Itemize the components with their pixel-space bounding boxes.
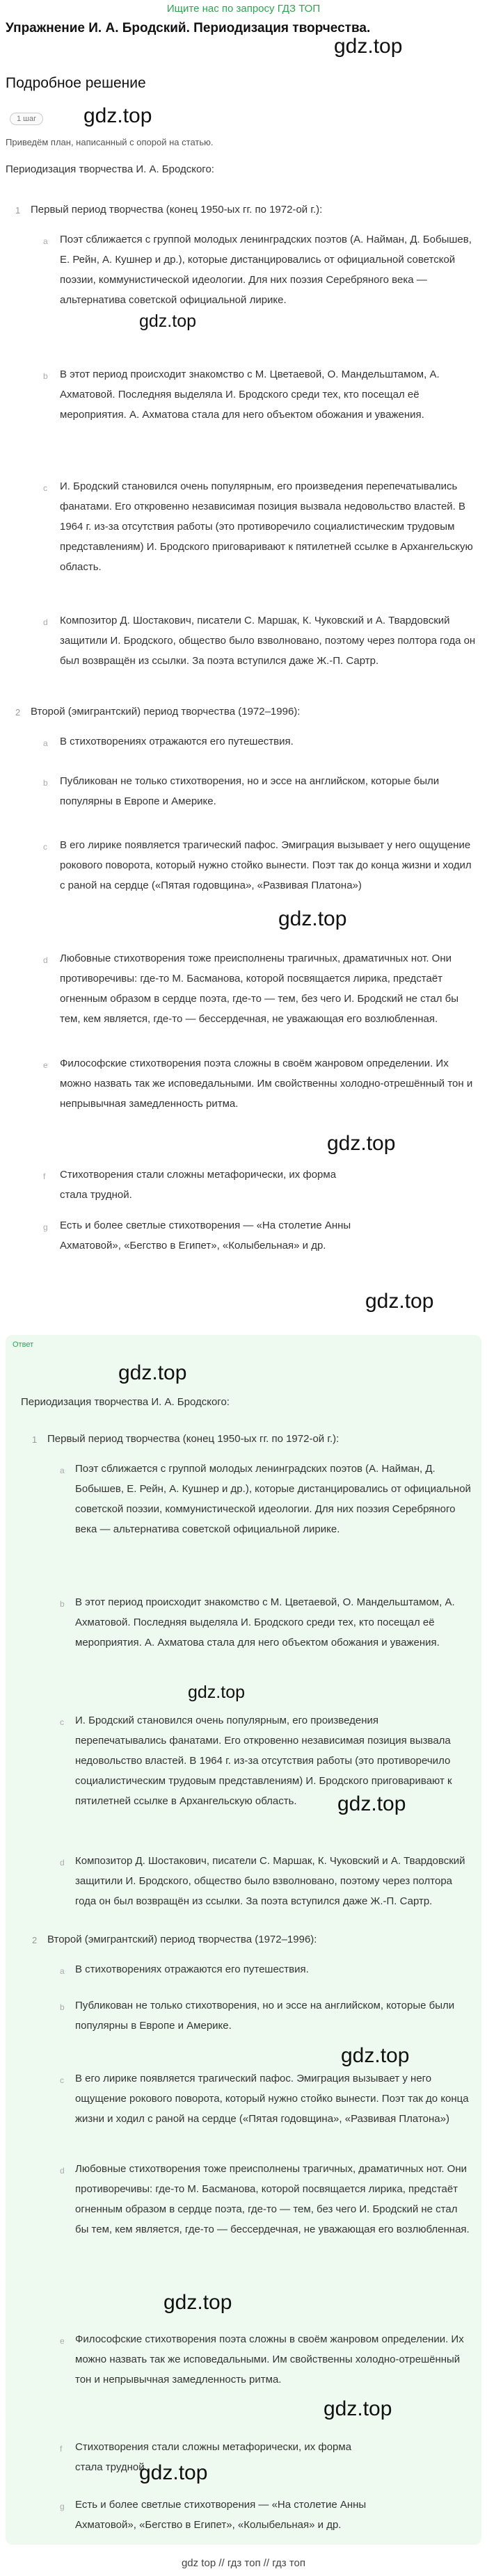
- list-item: Поэт сближается с группой молодых ленинградских поэтов (А. Найман, Д. Бобышев, Е. Рейн, А. Кушнер и др.), которые дистанцировались от официальной советской поэзии, коммунистической идеологии. Для них поэзия Серебряного века — альтернатива советской официальной лирике.: [60, 234, 472, 306]
- watermark: gdz.top: [83, 104, 152, 127]
- period-heading: Первый период творчества (конец 1950-ых гг. по 1972-ой г.):: [31, 204, 323, 216]
- intro-text: Приведём план, написанный с опорой на статью.: [6, 137, 214, 147]
- watermark: gdz.top: [365, 1290, 434, 1313]
- list-item: Философские стихотворения поэта сложны в своём жанровом определении. Их можно назвать так же исповедальными. Им свойственны холодно-отрешённый тон и непрывычная замедленность ритма.: [75, 2333, 464, 2385]
- watermark: gdz.top: [163, 2291, 232, 2314]
- list-item: Композитор Д. Шостакович, писатели С. Маршак, К. Чуковский и А. Твардовский защитили И. Бродского, общество было взволновано, поэтому через полтора года он был возвращён из ссылки. За поэта вступился даже Ж.-П. Сартр.: [75, 1855, 465, 1907]
- watermark: gdz.top: [139, 311, 197, 331]
- period-heading: Первый период творчества (конец 1950-ых гг. по 1972-ой г.):: [47, 1433, 340, 1445]
- list-item: И. Бродский становился очень популярным, его произведения перепечатывались фанатами. Его откровенно независимая позиция вызвала недовольство властей. В 1964 г. из-за отсутствия работы (это противоречило социалистическим трудовым представлениям) И. Бродского приговаривают к пятилетней ссылке в Архангельскую область.: [75, 1715, 452, 1807]
- watermark: gdz.top: [188, 1683, 246, 1702]
- footer-links[interactable]: gdz top // гдз топ // гдз топ: [181, 2557, 306, 2569]
- watermark: gdz.top: [341, 2044, 410, 2067]
- item-letter: e: [60, 2336, 65, 2346]
- period-heading: Второй (эмигрантский) период творчества (1972–1996):: [47, 1934, 317, 1945]
- period-number: 1: [15, 205, 21, 216]
- item-letter: d: [60, 2166, 65, 2176]
- watermark: gdz.top: [278, 907, 347, 930]
- watermark: gdz.top: [337, 1792, 406, 1815]
- list-item: Стихотворения стали сложны метафорически, их форма стала трудной.: [60, 1169, 337, 1201]
- item-letter: d: [60, 1858, 65, 1868]
- plan-title: Периодизация творчества И. А. Бродского:: [21, 1396, 230, 1408]
- list-item: Есть и более светлые стихотворения — «На столетие Анны Ахматовой», «Бегство в Египет», «Колыбельная» и др.: [75, 2499, 367, 2531]
- item-letter: c: [60, 1717, 64, 1727]
- watermark: gdz.top: [327, 1132, 396, 1155]
- list-item: Поэт сближается с группой молодых ленинградских поэтов (А. Найман, Д. Бобышев, Е. Рейн, А. Кушнер и др.), которые дистанцировались от официальной советской поэзии, коммунистической идеологии. Для них поэзия Серебряного века — альтернатива советской официальной лирике.: [75, 1463, 471, 1535]
- item-letter: b: [60, 1599, 65, 1609]
- item-letter: b: [60, 2002, 65, 2012]
- period-number: 2: [32, 1935, 38, 1945]
- list-item: Стихотворения стали сложны метафорически, их форма стала трудной.: [75, 2441, 352, 2473]
- item-letter: g: [60, 2502, 65, 2511]
- item-letter: a: [43, 738, 48, 748]
- item-letter: b: [43, 778, 48, 788]
- list-item: В этот период происходит знакомство с М. Цветаевой, О. Мандельштамом, А. Ахматовой. Последняя выделяла И. Бродского среди тех, кто посещал её мероприятия. А. Ахматова стала для него объектом обожания и уважения.: [75, 1596, 455, 1649]
- plan-title: Периодизация творчества И. А. Бродского:: [6, 163, 214, 175]
- period-heading: Второй (эмигрантский) период творчества (1972–1996):: [31, 706, 301, 718]
- page-title: Упражнение И. А. Бродский. Периодизация творчества.: [6, 21, 371, 35]
- item-letter: c: [43, 483, 47, 493]
- item-letter: f: [60, 2444, 63, 2454]
- item-letter: d: [43, 617, 48, 627]
- watermark: gdz.top: [139, 2461, 208, 2484]
- top-link[interactable]: Ищите нас по запросу ГДЗ ТОП: [166, 3, 321, 15]
- section-title: Подробное решение: [6, 75, 146, 91]
- list-item: В стихотворениях отражаются его путешествия.: [60, 736, 294, 747]
- item-letter: d: [43, 955, 48, 965]
- list-item: Публикован не только стихотворения, но и эссе на английском, которые были популярны в Европе и Америке.: [75, 2000, 455, 2032]
- list-item: В его лирике появляется трагический пафос. Эмиграция вызывает у него ощущение рокового поворота, который нужно стойко вынести. Поэт так до конца жизни и ходил с раной на сердце («Пятая годовщина», «Развивая Платона»): [60, 839, 472, 891]
- item-letter: a: [43, 236, 48, 246]
- list-item: В его лирике появляется трагический пафос. Эмиграция вызывает у него ощущение рокового поворота, который нужно стойко вынести. Поэт так до конца жизни и ходил с раной на сердце («Пятая годовщина», «Развивая Платона»): [75, 2073, 469, 2125]
- period-number: 1: [32, 1434, 38, 1445]
- item-letter: c: [43, 842, 47, 852]
- list-item: Философские стихотворения поэта сложны в своём жанровом определении. Их можно назвать так же исповедальными. Им свойственны холодно-отрешённый тон и непрывычная замедленность ритма.: [60, 1058, 473, 1110]
- watermark: gdz.top: [118, 1361, 187, 1384]
- item-letter: a: [60, 1966, 65, 1976]
- step-badge: 1 шаг: [10, 113, 43, 125]
- item-letter: f: [43, 1172, 46, 1181]
- list-item: В стихотворениях отражаются его путешествия.: [75, 1963, 309, 1975]
- item-letter: e: [43, 1060, 48, 1070]
- watermark: gdz.top: [334, 35, 403, 58]
- item-letter: g: [43, 1222, 48, 1232]
- item-letter: b: [43, 371, 48, 381]
- list-item: Любовные стихотворения тоже преисполнены трагичных, драматичных нот. Они противоречивы: где-то М. Басманова, которой посвящается лирика, предстаёт огненным образом в сердце поэта, где-то — тем, без чего И. Бродский не стал бы тем, кем является, где-то — бессердечная, не уважающая его возлюбленная.: [75, 2163, 470, 2235]
- watermark: gdz.top: [324, 2397, 392, 2420]
- list-item: Композитор Д. Шостакович, писатели С. Маршак, К. Чуковский и А. Твардовский защитили И. Бродского, общество было взволновано, поэтому через полтора года он был возвращён из ссылки. За поэта вступился даже Ж.-П. Сартр.: [60, 615, 476, 667]
- list-item: В этот период происходит знакомство с М. Цветаевой, О. Мандельштамом, А. Ахматовой. Последняя выделяла И. Бродского среди тех, кто посещал её мероприятия. А. Ахматова стала для него объектом обожания и уважения.: [60, 368, 440, 421]
- list-item: Публикован не только стихотворения, но и эссе на английском, которые были популярны в Европе и Америке.: [60, 775, 440, 807]
- answer-label: Ответ: [13, 1340, 34, 1349]
- list-item: И. Бродский становился очень популярным, его произведения перепечатывались фанатами. Его откровенно независимая позиция вызвала недовольство властей. В 1964 г. из-за отсутствия работы (это противоречило социалистическим трудовым представлениям) И. Бродского приговаривают к пятилетней ссылке в Архангельскую область.: [60, 480, 473, 573]
- list-item: Любовные стихотворения тоже преисполнены трагичных, драматичных нот. Они противоречивы: где-то М. Басманова, которой посвящается лирика, предстаёт огненным образом в сердце поэта, где-то — тем, без чего И. Бродский не стал бы тем, кем является, где-то — бессердечная, не уважающая его возлюбленная.: [60, 953, 459, 1025]
- item-letter: a: [60, 1466, 65, 1475]
- list-item: Есть и более светлые стихотворения — «На столетие Анны Ахматовой», «Бегство в Египет», «Колыбельная» и др.: [60, 1220, 351, 1251]
- item-letter: c: [60, 2075, 64, 2085]
- period-number: 2: [15, 707, 21, 718]
